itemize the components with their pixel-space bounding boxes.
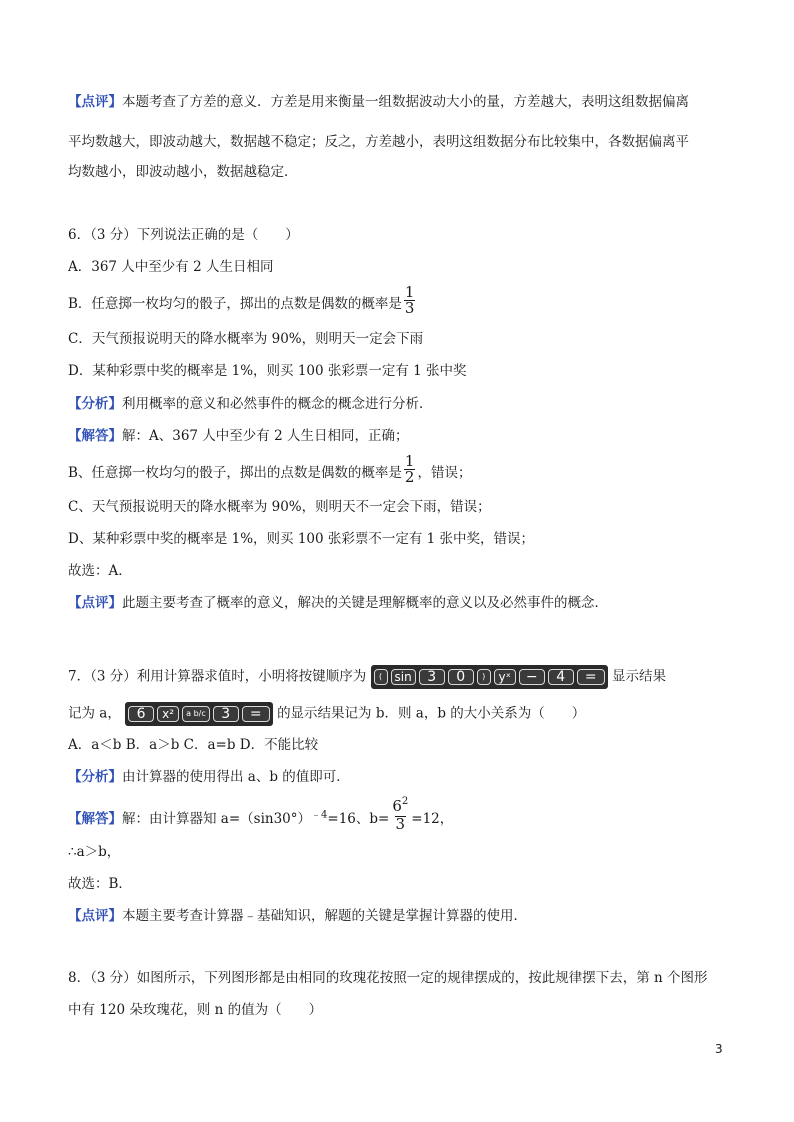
q6-stem: 6．（3 分）下列说法正确的是（ ） (68, 227, 299, 243)
q6-option-a: A．367 人中至少有 2 人生日相同 (68, 259, 274, 275)
fraction: $\frac{1}{2}$ (404, 452, 415, 486)
q6-review: 【点评】此题主要考查了概率的意义，解决的关键是理解概率的意义以及必然事件的概念． (68, 595, 608, 611)
q6-option-b: B．任意掷一枚均匀的骰子，掷出的点数是偶数的概率是 $\frac{1}{3}$ (68, 283, 415, 317)
q6-answer-1: 【解答】解：A、367 人中至少有 2 人生日相同，正确； (68, 428, 409, 444)
q6-answer-2: B、任意掷一枚均匀的骰子，掷出的点数是偶数的概率是 $\frac{1}{2}$ ，错误； (68, 452, 472, 486)
review-line-3: 均数越小，即波动越小，数据越稳定． (68, 164, 298, 180)
calc-key-3: 3 (419, 669, 445, 685)
review-line-2: 平均数越大，即波动越大，数据越不稳定；反之，方差越小，表明这组数据分布比较集中，各数据偏离平 (68, 134, 689, 150)
q7-options: A．a＜b B．a＞b C．a=b D．不能比较 (68, 737, 319, 753)
calc-key-square: x² (157, 706, 179, 722)
calc-key-fraction: a b/c (182, 706, 210, 722)
calc-key-6: 6 (128, 706, 154, 722)
q7-choice: 故选：B． (68, 876, 132, 892)
q7-therefore: ∴a＞b， (68, 844, 121, 860)
fraction: $\frac{1}{3}$ (404, 283, 415, 317)
calc-key-close-paren: ) (477, 669, 491, 685)
calc-key-4: 4 (548, 669, 574, 685)
q7-stem: 7．（3 分）利用计算器求值时，小明将按键顺序为 ( sin 3 0 ) yˣ − 4 = 显示结果 (68, 665, 666, 689)
q7-answer: 【解答】解：由计算器知 $a=(\sin 30^\circ)^{﹣4}=16$、b= $\frac{6^2}{3}$ =12， (68, 796, 454, 833)
q7-analysis: 【分析】由计算器的使用得出 a、b 的值即可． (68, 769, 350, 785)
q8-stem-1: 8．（3 分）如图所示，下列图形都是由相同的玫瑰花按照一定的规律摆成的，按此规律摆下去，第 n 个图形 (68, 970, 708, 986)
calculator-key-sequence-2 (125, 702, 273, 726)
calc-key-sin: sin (391, 669, 416, 685)
fraction: $\frac{6^2}{3}$ (392, 796, 409, 833)
calc-key-equals: = (242, 706, 270, 722)
review-tag: 【点评】 (68, 94, 122, 110)
calc-key-3: 3 (213, 706, 239, 722)
q7-stem-2: 记为 a， 6 x² a b/c 3 = 的显示结果记为 b．则 a，b 的大小关系为（ ） (68, 702, 585, 726)
q8-stem-2: 中有 120 朵玫瑰花，则 n 的值为（ ） (68, 1002, 323, 1018)
calc-key-equals: = (577, 669, 605, 685)
page-number: 3 (715, 1042, 723, 1056)
calc-key-0: 0 (448, 669, 474, 685)
q6-option-d: D．某种彩票中奖的概率是 1%，则买 100 张彩票一定有 1 张中奖 (68, 363, 467, 379)
q7-review: 【点评】本题主要考查计算器﹣基础知识，解题的关键是掌握计算器的使用． (68, 908, 527, 924)
review-line-1: 【点评】本题考查了方差的意义．方差是用来衡量一组数据波动大小的量，方差越大，表明这组数据偏离 (68, 94, 689, 110)
calc-key-minus: − (519, 669, 545, 685)
q6-analysis: 【分析】利用概率的意义和必然事件的概念的概念进行分析． (68, 396, 433, 412)
q6-option-c: C．天气预报说明天的降水概率为 90%，则明天一定会下雨 (68, 331, 424, 347)
q6-answer-4: D、某种彩票中奖的概率是 1%，则买 100 张彩票不一定有 1 张中奖，错误； (68, 531, 535, 547)
calculator-key-sequence-1 (371, 665, 608, 689)
q6-answer-3: C、天气预报说明天的降水概率为 90%，则明天不一定会下雨，错误； (68, 499, 491, 515)
q6-choice: 故选：A． (68, 563, 132, 579)
calc-key-open-paren: ( (374, 669, 388, 685)
calc-key-power: yˣ (494, 669, 516, 685)
